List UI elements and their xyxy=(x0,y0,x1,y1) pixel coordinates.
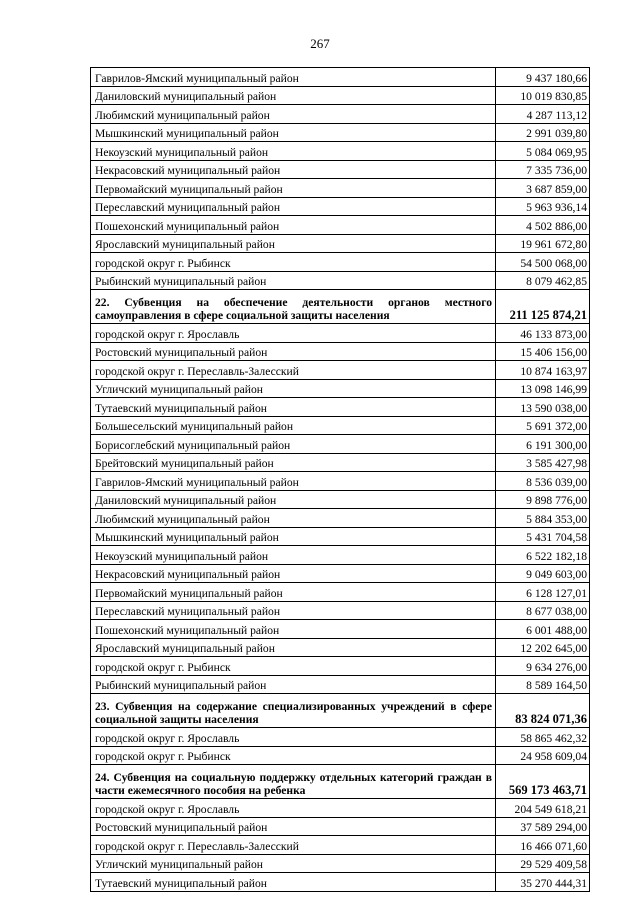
amount-cell: 6 128 127,01 xyxy=(496,583,590,602)
recipient-name: городской округ г. Переславль-Залесский xyxy=(91,361,496,380)
amount-cell: 6 191 300,00 xyxy=(496,435,590,454)
section-total: 569 173 463,71 xyxy=(496,765,590,799)
recipient-name: Переславский муниципальный район xyxy=(91,601,496,620)
amount-cell: 8 536 039,00 xyxy=(496,472,590,491)
amount-cell: 5 963 936,14 xyxy=(496,197,590,216)
amount-cell: 12 202 645,00 xyxy=(496,638,590,657)
recipient-name: Борисоглебский муниципальный район xyxy=(91,435,496,454)
table-row xyxy=(91,799,590,818)
amount-cell: 5 691 372,00 xyxy=(496,416,590,435)
recipient-name: Любимский муниципальный район xyxy=(91,509,496,528)
table-row xyxy=(91,142,590,161)
table-row xyxy=(91,746,590,765)
table-row xyxy=(91,160,590,179)
recipient-name: Любимский муниципальный район xyxy=(91,105,496,124)
recipient-name: Некоузский муниципальный район xyxy=(91,546,496,565)
recipient-name: Брейтовский муниципальный район xyxy=(91,453,496,472)
recipient-name: Первомайский муниципальный район xyxy=(91,179,496,198)
table-row xyxy=(91,620,590,639)
recipient-name: Большесельский муниципальный район xyxy=(91,416,496,435)
amount-cell: 9 437 180,66 xyxy=(496,68,590,87)
table-row xyxy=(91,271,590,290)
amount-cell: 37 589 294,00 xyxy=(496,817,590,836)
section-row xyxy=(91,290,590,324)
table-row xyxy=(91,234,590,253)
table-row xyxy=(91,564,590,583)
recipient-name: Некрасовский муниципальный район xyxy=(91,564,496,583)
table-row xyxy=(91,509,590,528)
table-row xyxy=(91,435,590,454)
page-number: 267 xyxy=(310,36,330,51)
section-total: 83 824 071,36 xyxy=(496,694,590,728)
section-total: 211 125 874,21 xyxy=(496,290,590,324)
recipient-name: Гаврилов-Ямский муниципальный район xyxy=(91,68,496,87)
table-row xyxy=(91,854,590,873)
table-row xyxy=(91,197,590,216)
table-row xyxy=(91,416,590,435)
table-row xyxy=(91,728,590,747)
recipient-name: Ростовский муниципальный район xyxy=(91,817,496,836)
amount-cell: 5 431 704,58 xyxy=(496,527,590,546)
amount-cell: 8 079 462,85 xyxy=(496,271,590,290)
recipient-name: Пошехонский муниципальный район xyxy=(91,216,496,235)
table-row xyxy=(91,68,590,87)
table-row xyxy=(91,657,590,676)
table-row xyxy=(91,601,590,620)
table-row xyxy=(91,105,590,124)
amount-cell: 2 991 039,80 xyxy=(496,123,590,142)
amount-cell: 5 884 353,00 xyxy=(496,509,590,528)
recipient-name: Даниловский муниципальный район xyxy=(91,490,496,509)
recipient-name: городской округ г. Рыбинск xyxy=(91,253,496,272)
amount-cell: 10 019 830,85 xyxy=(496,86,590,105)
table-row xyxy=(91,324,590,343)
recipient-name: Мышкинский муниципальный район xyxy=(91,123,496,142)
amount-cell: 16 466 071,60 xyxy=(496,836,590,855)
amount-cell: 58 865 462,32 xyxy=(496,728,590,747)
amount-cell: 6 001 488,00 xyxy=(496,620,590,639)
recipient-name: городской округ г. Рыбинск xyxy=(91,657,496,676)
recipient-name: Угличский муниципальный район xyxy=(91,854,496,873)
recipient-name: Гаврилов-Ямский муниципальный район xyxy=(91,472,496,491)
table-row xyxy=(91,253,590,272)
table-row xyxy=(91,675,590,694)
section-title: 23. Субвенция на содержание специализированных учреждений в сфере социальной защиты населения xyxy=(91,694,496,728)
recipient-name: Пошехонский муниципальный район xyxy=(91,620,496,639)
amount-cell: 6 522 182,18 xyxy=(496,546,590,565)
table-row xyxy=(91,123,590,142)
amount-cell: 3 687 859,00 xyxy=(496,179,590,198)
recipient-name: Даниловский муниципальный район xyxy=(91,86,496,105)
recipient-name: Ярославский муниципальный район xyxy=(91,638,496,657)
table-row xyxy=(91,873,590,892)
recipient-name: городской округ г. Рыбинск xyxy=(91,746,496,765)
recipient-name: Рыбинский муниципальный район xyxy=(91,675,496,694)
amount-cell: 8 677 038,00 xyxy=(496,601,590,620)
table-row xyxy=(91,179,590,198)
recipient-name: Первомайский муниципальный район xyxy=(91,583,496,602)
table-row xyxy=(91,527,590,546)
recipient-name: городской округ г. Ярославль xyxy=(91,799,496,818)
amount-cell: 7 335 736,00 xyxy=(496,160,590,179)
amount-cell: 29 529 409,58 xyxy=(496,854,590,873)
table-row xyxy=(91,453,590,472)
recipient-name: Рыбинский муниципальный район xyxy=(91,271,496,290)
amount-cell: 15 406 156,00 xyxy=(496,342,590,361)
amount-cell: 3 585 427,98 xyxy=(496,453,590,472)
section-title: 22. Субвенция на обеспечение деятельности органов местного самоуправления в сфере социальной защиты населения xyxy=(91,290,496,324)
recipient-name: Тутаевский муниципальный район xyxy=(91,398,496,417)
amount-cell: 8 589 164,50 xyxy=(496,675,590,694)
table-row xyxy=(91,836,590,855)
table-row xyxy=(91,342,590,361)
amount-cell: 24 958 609,04 xyxy=(496,746,590,765)
amount-cell: 4 287 113,12 xyxy=(496,105,590,124)
amount-cell: 4 502 886,00 xyxy=(496,216,590,235)
recipient-name: Мышкинский муниципальный район xyxy=(91,527,496,546)
amount-cell: 9 049 603,00 xyxy=(496,564,590,583)
amount-cell: 5 084 069,95 xyxy=(496,142,590,161)
amount-cell: 10 874 163,97 xyxy=(496,361,590,380)
amount-cell: 54 500 068,00 xyxy=(496,253,590,272)
recipient-name: Тутаевский муниципальный район xyxy=(91,873,496,892)
amount-cell: 13 590 038,00 xyxy=(496,398,590,417)
budget-table xyxy=(90,67,590,892)
table-row xyxy=(91,638,590,657)
table-row xyxy=(91,216,590,235)
table-row xyxy=(91,379,590,398)
section-row xyxy=(91,765,590,799)
table-row xyxy=(91,86,590,105)
table-row xyxy=(91,490,590,509)
table-row xyxy=(91,398,590,417)
amount-cell: 9 634 276,00 xyxy=(496,657,590,676)
amount-cell: 13 098 146,99 xyxy=(496,379,590,398)
amount-cell: 204 549 618,21 xyxy=(496,799,590,818)
recipient-name: Некрасовский муниципальный район xyxy=(91,160,496,179)
recipient-name: городской округ г. Переславль-Залесский xyxy=(91,836,496,855)
recipient-name: Ростовский муниципальный район xyxy=(91,342,496,361)
amount-cell: 35 270 444,31 xyxy=(496,873,590,892)
table-row xyxy=(91,546,590,565)
recipient-name: Ярославский муниципальный район xyxy=(91,234,496,253)
section-title: 24. Субвенция на социальную поддержку отдельных категорий граждан в части ежемесячного пособия на ребенка xyxy=(91,765,496,799)
recipient-name: городской округ г. Ярославль xyxy=(91,324,496,343)
recipient-name: Угличский муниципальный район xyxy=(91,379,496,398)
table-row xyxy=(91,361,590,380)
table-row xyxy=(91,472,590,491)
amount-cell: 19 961 672,80 xyxy=(496,234,590,253)
table-row xyxy=(91,817,590,836)
amount-cell: 46 133 873,00 xyxy=(496,324,590,343)
table-row xyxy=(91,583,590,602)
amount-cell: 9 898 776,00 xyxy=(496,490,590,509)
recipient-name: Переславский муниципальный район xyxy=(91,197,496,216)
section-row xyxy=(91,694,590,728)
recipient-name: городской округ г. Ярославль xyxy=(91,728,496,747)
recipient-name: Некоузский муниципальный район xyxy=(91,142,496,161)
